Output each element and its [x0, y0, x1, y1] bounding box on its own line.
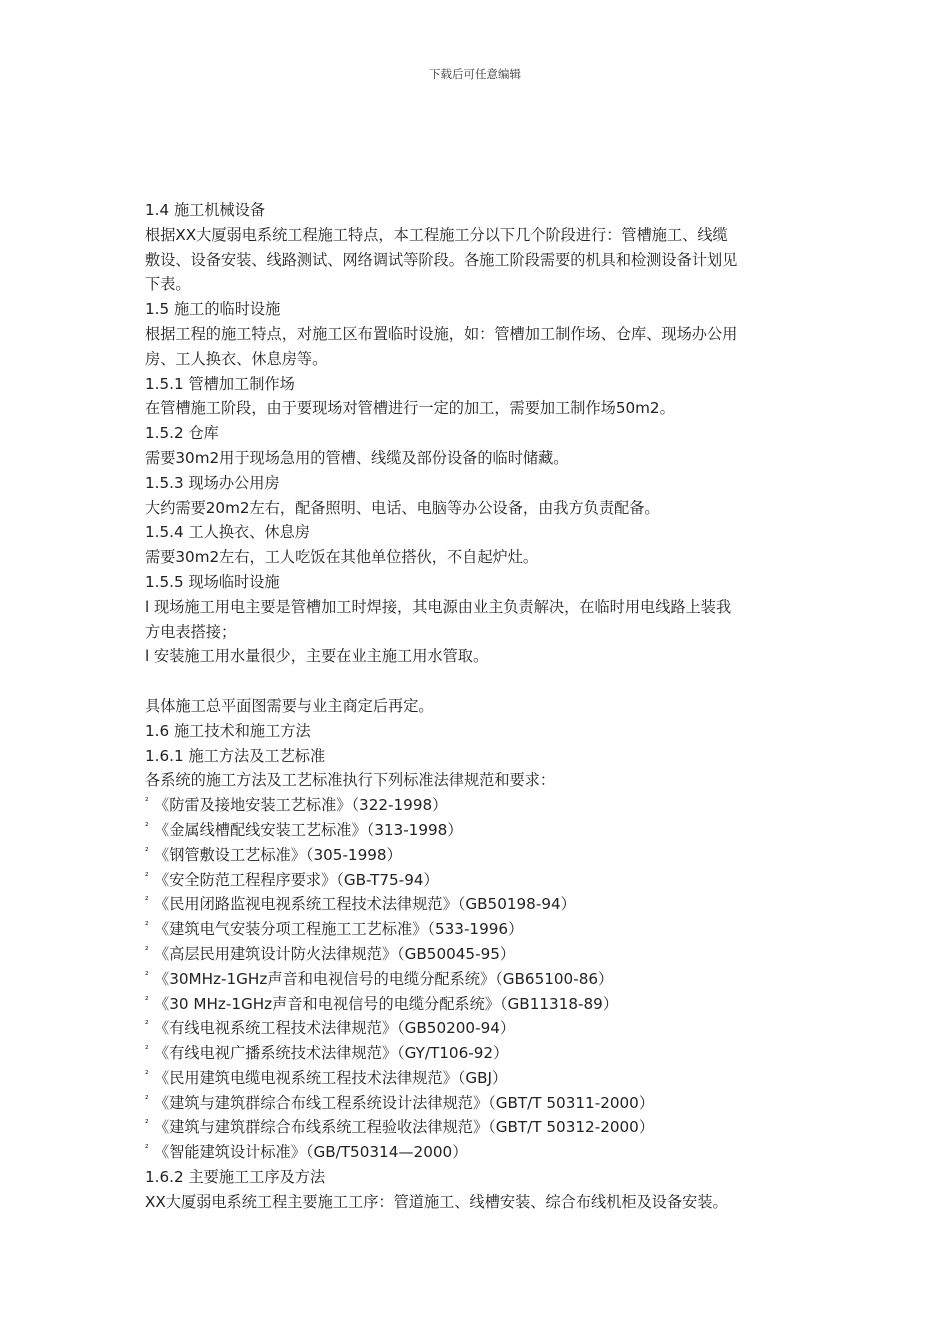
standard-list-item: [145, 1041, 810, 1066]
heading-1-4: 1.4 施工机械设备: [145, 201, 266, 219]
heading-1-5-3: 1.5.3 现场办公用房: [145, 473, 280, 492]
bullet-mark: ²: [145, 797, 149, 808]
paragraph-line: 需要30m2左右，工人吃饭在其他单位搭伙，不自起炉灶。: [145, 548, 539, 567]
bullet-mark: ²: [145, 1020, 149, 1031]
standards-list: [145, 793, 810, 1165]
heading-1-5-4: 1.5.4 工人换衣、休息房: [145, 523, 310, 542]
standard-list-item: [145, 917, 810, 942]
standard-list-item: [145, 1016, 810, 1041]
paragraph-line: 房、工人换衣、休息房等。: [145, 349, 328, 368]
standard-text: 《防雷及接地安装工艺标准》（322-1998）: [154, 796, 448, 815]
heading-1-5-2: 1.5.2 仓库: [145, 424, 219, 443]
standard-list-item: [145, 1140, 810, 1165]
bullet-mark: ²: [145, 1119, 149, 1130]
standard-list-item: [145, 843, 810, 868]
paragraph-line: 需要30m2用于现场急用的管槽、线缆及部份设备的临时储藏。: [145, 448, 569, 467]
paragraph-line: l 安装施工用水量很少，主要在业主施工用水管取。: [145, 647, 489, 666]
heading-1-6: 1.6 施工技术和施工方法: [145, 721, 311, 740]
paragraph-line: XX大厦弱电系统工程主要施工工序：管道施工、线槽安装、综合布线机柜及设备安装。: [145, 1192, 728, 1211]
standard-text: 《民用闭路监视电视系统工程技术法律规范》（GB50198-94）: [154, 895, 576, 914]
bullet-mark: ²: [145, 871, 149, 882]
paragraph-line: 敷设、设备安装、线路测试、网络调试等阶段。各施工阶段需要的机具和检测设备计划见: [145, 250, 738, 269]
standard-text: 《有线电视广播系统技术法律规范》（GY/T106-92）: [154, 1044, 509, 1063]
standard-list-item: [145, 1115, 810, 1140]
heading-1-6-2: 1.6.2 主要施工工序及方法: [145, 1168, 326, 1187]
standard-list-item: [145, 992, 810, 1017]
standard-list-item: [145, 892, 810, 917]
bullet-mark: ²: [145, 896, 149, 907]
standard-list-item: [145, 818, 810, 843]
bullet-mark: ²: [145, 846, 149, 857]
standard-text: 《高层民用建筑设计防火法律规范》（GB50045-95）: [154, 944, 516, 963]
standard-text: 《金属线槽配线安装工艺标准》（313-1998）: [154, 820, 463, 839]
paragraph-line: 根据XX大厦弱电系统工程施工特点，本工程施工分以下几个阶段进行：管槽施工、线缆: [145, 225, 728, 244]
standard-list-item: [145, 942, 810, 967]
heading-1-5: 1.5 施工的临时设施: [145, 300, 281, 319]
bullet-mark: ²: [145, 1069, 149, 1080]
paragraph-line: 大约需要20m2左右，配备照明、电话、电脑等办公设备，由我方负责配备。: [145, 498, 660, 517]
standard-text: 《30MHz-1GHz声音和电视信号的电缆分配系统》（GB65100-86）: [154, 969, 614, 988]
heading-1-5-5: 1.5.5 现场临时设施: [145, 572, 280, 591]
standard-text: 《有线电视系统工程技术法律规范》（GB50200-94）: [154, 1019, 516, 1038]
standard-text: 《建筑电气安装分项工程施工工艺标准》（533-1996）: [154, 920, 524, 939]
page-header: 下载后可任意编辑: [429, 67, 521, 81]
paragraph-line: 在管槽施工阶段，由于要现场对管槽进行一定的加工，需要加工制作场50m2。: [145, 399, 675, 418]
bullet-mark: ²: [145, 921, 149, 932]
paragraph-line: 根据工程的施工特点，对施工区布置临时设施，如：管槽加工制作场、仓库、现场办公用: [145, 324, 738, 343]
heading-1-6-1: 1.6.1 施工方法及工艺标准: [145, 746, 326, 765]
paragraph-line: 具体施工总平面图需要与业主商定后再定。: [145, 696, 434, 715]
standard-text: 《钢管敷设工艺标准》（305-1998）: [154, 845, 402, 864]
bullet-mark: ²: [145, 821, 149, 832]
heading-1-5-1: 1.5.1 管槽加工制作场: [145, 374, 295, 393]
bullet-mark: ²: [145, 970, 149, 981]
paragraph-line: 各系统的施工方法及工艺标准执行下列标准法律规范和要求：: [145, 771, 556, 790]
standard-list-item: [145, 1091, 810, 1116]
standard-text: 《30 MHz-1GHz声音和电视信号的电缆分配系统》（GB11318-89）: [154, 994, 619, 1013]
bullet-mark: ²: [145, 1045, 149, 1056]
standard-list-item: [145, 967, 810, 992]
document-body: [145, 198, 810, 1215]
paragraph-line: l 现场施工用电主要是管槽加工时焊接，其电源由业主负责解决，在临时用电线路上装我: [145, 597, 732, 616]
standard-text: 《建筑与建筑群综合布线工程系统设计法律规范》（GBT/T 50311-2000）: [154, 1093, 655, 1112]
bullet-mark: ²: [145, 1144, 149, 1155]
paragraph-line: 方电表搭接；: [145, 622, 237, 641]
paragraph-line: 下表。: [145, 275, 191, 294]
standard-text: 《智能建筑设计标准》（GB/T50314—2000）: [154, 1143, 468, 1162]
standard-text: 《安全防范工程程序要求》（GB-T75-94）: [154, 870, 439, 889]
standard-list-item: [145, 868, 810, 893]
blank-line: [145, 669, 810, 694]
standard-list-item: [145, 793, 810, 818]
standard-list-item: [145, 1066, 810, 1091]
bullet-mark: ²: [145, 1094, 149, 1105]
standard-text: 《建筑与建筑群综合布线系统工程验收法律规范》（GBT/T 50312-2000）: [154, 1118, 655, 1137]
bullet-mark: ²: [145, 945, 149, 956]
standard-text: 《民用建筑电缆电视系统工程技术法律规范》（GBJ）: [154, 1068, 508, 1087]
bullet-mark: ²: [145, 995, 149, 1006]
